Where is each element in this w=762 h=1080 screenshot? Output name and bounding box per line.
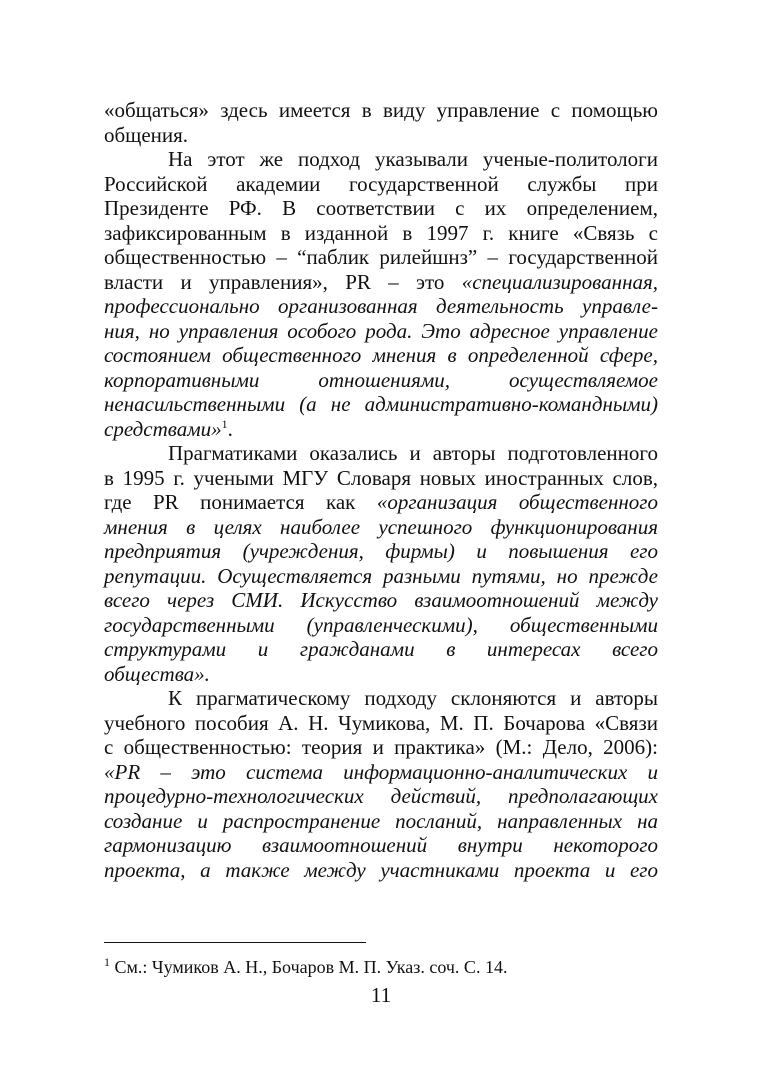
regular-text: К прагматическому подходу склоняются и авторы: [168, 686, 658, 710]
italic-text: создание и распространение посланий, направленных на: [104, 808, 658, 833]
text-line: [104, 564, 658, 589]
italic-text: предприятия (учреждения, фирмы) и повышения его: [104, 539, 658, 563]
text-line: [104, 588, 658, 613]
text-line: [104, 392, 658, 417]
text-line: [104, 539, 658, 564]
regular-text: в 1995 г. учеными МГУ Словаря новых иностранных слов,: [104, 465, 658, 490]
text-line: [104, 858, 658, 883]
regular-text: общественностью – “паблик рилейшнз” – государственной: [104, 245, 658, 269]
italic-text: структурами и гражданами в интересах всего: [104, 637, 658, 661]
footnote-separator: [104, 942, 366, 943]
text-line: [104, 319, 658, 344]
text-line: [104, 270, 658, 295]
text-line: [104, 221, 658, 246]
regular-text: общения.: [104, 122, 189, 147]
text-line: [104, 172, 658, 197]
text-line: [104, 662, 658, 687]
italic-text: всего через СМИ. Искусство взаимоотношений между: [104, 588, 658, 612]
italic-text: средствами»: [104, 416, 222, 441]
italic-text: «организация общественного: [376, 490, 658, 514]
text-line: [104, 515, 658, 540]
italic-text: гармонизацию взаимоотношений внутри некоторого: [104, 833, 658, 857]
body-text: [104, 98, 658, 882]
text-line: [104, 343, 658, 368]
text-line: [104, 147, 658, 172]
text-line: [104, 760, 658, 785]
text-line: [104, 196, 658, 221]
text-line: [104, 735, 658, 760]
page-number: 11: [370, 983, 392, 1007]
italic-text: мнения в целях наиболее успешного функционирования: [104, 514, 658, 539]
text-line: [104, 245, 658, 270]
italic-text: проекта, а также между участниками проекта и его: [104, 857, 658, 882]
text-line: [104, 441, 658, 466]
text-line: [104, 466, 658, 491]
text-line: [104, 809, 658, 834]
text-line: [104, 637, 658, 662]
regular-text: учебного пособия А. Н. Чумикова, М. П. Бочарова «Связи: [104, 710, 658, 735]
text-line: [104, 490, 658, 515]
text-line: [104, 368, 658, 393]
regular-text: Прагматиками оказались и авторы подготовленного: [168, 441, 658, 465]
regular-text: .: [227, 416, 233, 441]
text-line: [104, 98, 658, 123]
footnote-text: См.: Чумиков А. Н., Бочаров М. П. Указ. соч. С. 14.: [110, 957, 508, 977]
text-line: [104, 833, 658, 858]
italic-text: «специализированная,: [461, 269, 658, 294]
text-line: [104, 613, 658, 638]
regular-text: Российской академии государственной службы при: [104, 171, 658, 196]
footnote: [104, 956, 507, 978]
text-line: [104, 417, 658, 442]
footnote-ref: 1: [221, 416, 228, 431]
italic-text: общества».: [104, 661, 210, 686]
footnote-mark: 1: [104, 955, 110, 969]
text-line: [104, 294, 658, 319]
regular-text: На этот же подход указывали ученые-политологи: [168, 147, 658, 171]
italic-text: ния, но управления особого рода. Это адресное управление: [104, 318, 658, 343]
italic-text: ненасильственными (а не административно-командными): [104, 392, 658, 416]
italic-text: репутации. Осуществляется разными путями, но прежде: [104, 563, 658, 588]
regular-text: зафиксированным в изданной в 1997 г. книге «Связь с: [104, 220, 658, 245]
regular-text: с общественностью: теория и практика» (М.: Дело, 2006):: [104, 735, 658, 759]
italic-text: корпоративными отношениями, осуществляемое: [104, 367, 658, 392]
regular-text: где PR понимается как: [104, 490, 377, 514]
text-line: [104, 123, 658, 148]
regular-text: Президенте РФ. В соответствии с их определением,: [104, 196, 658, 220]
regular-text: власти и управления», PR – это: [104, 269, 462, 294]
italic-text: «PR – это система информационно-аналитических и: [104, 759, 658, 784]
italic-text: состоянием общественного мнения в определенной сфере,: [104, 343, 658, 367]
text-line: [104, 686, 658, 711]
italic-text: государственными (управленческими), общественными: [104, 612, 658, 637]
regular-text: «общаться» здесь имеется в виду управление с помощью: [104, 98, 658, 122]
text-line: [104, 784, 658, 809]
italic-text: профессионально организованная деятельность управле-: [104, 294, 658, 318]
italic-text: процедурно-технологических действий, предполагающих: [104, 784, 658, 808]
text-line: [104, 711, 658, 736]
